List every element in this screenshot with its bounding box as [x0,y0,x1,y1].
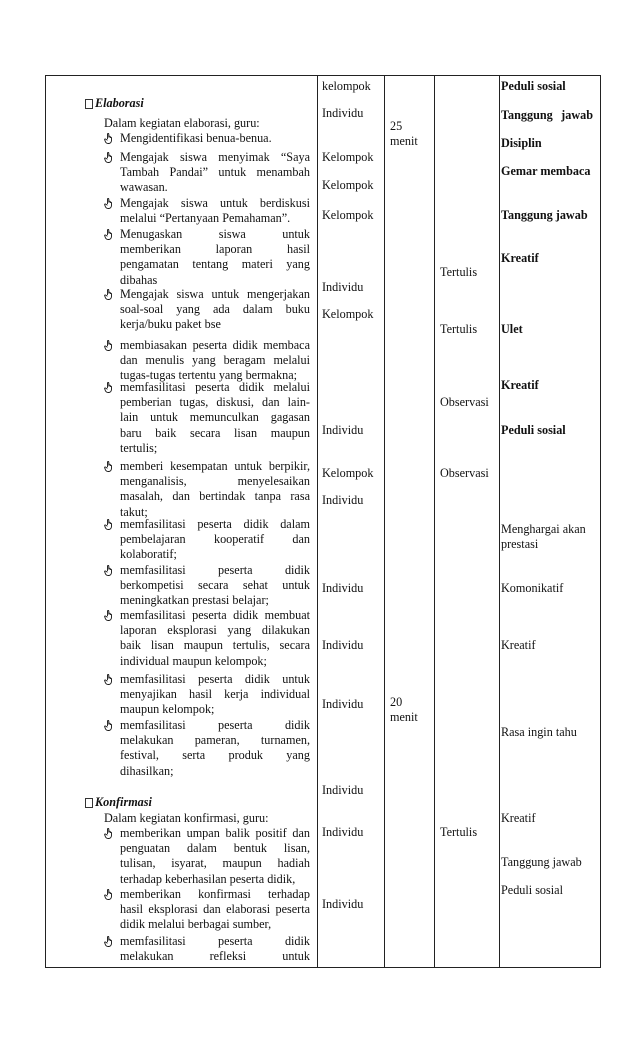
elaborasi-item-line: soal-soal yang ada dalam buku [120,302,310,317]
konfirmasi-item-line: penguatan dalam bentuk lisan, [120,841,310,856]
character-value-cell: prestasi [501,537,539,551]
elaborasi-item-line: menyajikan hasil kerja individual [120,687,310,702]
konfirmasi-item-line: melakukan refleksi untuk [120,949,310,964]
bullet-box-icon [85,99,93,109]
pointing-hand-icon [104,610,113,621]
elaborasi-item-line: baru baik secara lisan maupun [120,425,310,440]
elaborasi-item-line: Mengidentifikasi benua-benua. [120,131,272,145]
pointing-hand-icon [104,229,113,240]
time-unit-2: menit [390,710,418,724]
konfirmasi-item-line: memberikan umpan balik positif dan [120,826,310,840]
elaborasi-heading: Elaborasi [95,96,144,110]
time-unit-1: menit [390,134,418,148]
grouping-cell: Individu [322,280,364,294]
elaborasi-item-line: tertulis; [120,440,158,455]
elaborasi-item-line: takut; [120,504,148,519]
pointing-hand-icon [104,152,113,163]
elaborasi-item-line: memberi kesempatan untuk berpikir, [120,459,310,473]
character-value-cell: Ulet [501,322,523,336]
column-divider [384,76,385,967]
elaborasi-item-line: laporan eksplorasi yang dilakukan [120,623,310,638]
elaborasi-item-line: wawasan. [120,180,168,195]
grouping-cell: Individu [322,581,364,595]
elaborasi-intro: Dalam kegiatan elaborasi, guru: [104,116,260,130]
konfirmasi-item-line: terhadap keberhasilan peserta didik, [120,871,296,886]
elaborasi-item-line: membiasakan peserta didik membaca [120,338,310,352]
elaborasi-item-line: Tambah Pandai” untuk menambah [120,165,310,180]
elaborasi-item-line: pembelajaran kooperatif dan [120,532,310,547]
elaborasi-item-line: pemberian tugas, diskusi, dan lain- [120,395,310,410]
elaborasi-item-line: dan menulis yang beragam melalui [120,353,310,368]
pointing-hand-icon [104,828,113,839]
grouping-cell: Individu [322,825,364,839]
character-value-cell: Peduli sosial [501,79,566,93]
assessment-cell: Observasi [440,395,489,409]
character-value-cell: Komonikatif [501,581,564,595]
elaborasi-item-line: pengamatan tentang materi yang [120,257,310,272]
elaborasi-item-line: melakukan pameran, turnamen, [120,733,310,748]
character-value-cell: Rasa ingin tahu [501,725,577,739]
grouping-cell: Individu [322,106,364,120]
elaborasi-item-line: berkompetisi secara sehat untuk [120,578,310,593]
elaborasi-item-line: dibahas [120,272,158,287]
grouping-cell: Individu [322,638,364,652]
assessment-cell: Observasi [440,466,489,480]
grouping-cell: Individu [322,897,364,911]
grouping-cell: kelompok [322,79,371,93]
elaborasi-item-line: individual maupun kelompok; [120,653,267,668]
character-value-cell: Kreatif [501,378,539,392]
elaborasi-item-line: melalui “Pertanyaan Pemahaman”. [120,211,291,226]
konfirmasi-intro: Dalam kegiatan konfirmasi, guru: [104,811,269,825]
pointing-hand-icon [104,340,113,351]
pointing-hand-icon [104,936,113,947]
time-value-1: 25 [390,119,403,133]
column-divider [434,76,435,967]
pointing-hand-icon [104,565,113,576]
elaborasi-item-line: memfasilitasi peserta didik membuat [120,608,310,622]
konfirmasi-item-line: memfasilitasi peserta didik [120,934,310,948]
elaborasi-item-line: Mengajak siswa untuk berdiskusi [120,196,310,210]
grouping-cell: Kelompok [322,307,374,321]
grouping-cell: Individu [322,697,364,711]
time-value-2: 20 [390,695,403,709]
pointing-hand-icon [104,519,113,530]
grouping-cell: Individu [322,783,364,797]
character-value-cell: Tanggung jawab [501,208,588,222]
character-value-cell: Tanggung jawab [501,855,582,869]
elaborasi-item-line: memfasilitasi peserta didik untuk [120,672,310,686]
bullet-box-icon [85,798,93,808]
assessment-cell: Tertulis [440,322,478,336]
pointing-hand-icon [104,720,113,731]
konfirmasi-item-line: memberikan konfirmasi terhadap [120,887,310,901]
elaborasi-item-line: meningkatkan prestasi belajar; [120,593,269,608]
elaborasi-item-line: maupun kelompok; [120,702,215,717]
elaborasi-item-line: dihasilkan; [120,763,174,778]
elaborasi-item-line: memfasilitasi peserta didik [120,563,310,577]
character-value-cell: Peduli sosial [501,883,563,897]
character-value-cell: Kreatif [501,638,536,652]
pointing-hand-icon [104,133,113,144]
character-value-cell: Peduli sosial [501,423,566,437]
pointing-hand-icon [104,674,113,685]
elaborasi-item-line: memfasilitasi peserta didik [120,718,310,732]
elaborasi-item-line: memfasilitasi peserta didik melalui [120,380,310,394]
pointing-hand-icon [104,198,113,209]
elaborasi-item-line: Mengajak siswa menyimak “Saya [120,150,310,164]
pointing-hand-icon [104,289,113,300]
pointing-hand-icon [104,889,113,900]
pointing-hand-icon [104,461,113,472]
assessment-cell: Tertulis [440,825,478,839]
konfirmasi-item-line: hasil eksplorasi dan elaborasi peserta [120,902,310,917]
pointing-hand-icon [104,382,113,393]
elaborasi-item-line: Mengajak siswa untuk mengerjakan [120,287,310,301]
konfirmasi-item-line: didik melalui berbagai sumber, [120,917,272,932]
character-value-cell: Kreatif [501,811,536,825]
character-value-cell: Tanggung jawab [501,108,593,122]
elaborasi-item-line: Menugaskan siswa untuk [120,227,310,241]
character-value-cell: Kreatif [501,251,539,265]
elaborasi-item-line: kerja/buku paket bse [120,317,221,332]
grouping-cell: Individu [322,493,364,507]
konfirmasi-heading: Konfirmasi [95,795,152,809]
elaborasi-item-line: memfasilitasi peserta didik dalam [120,517,310,531]
column-divider [499,76,500,967]
elaborasi-item-line: festival, serta produk yang [120,748,310,763]
konfirmasi-item-line: tulisan, isyarat, maupun hadiah [120,856,310,871]
elaborasi-item-line: baik lisan maupun tertulis, secara [120,638,310,653]
assessment-cell: Tertulis [440,265,478,279]
grouping-cell: Kelompok [322,150,374,164]
elaborasi-item-line: menganalisis, menyelesaikan [120,474,310,489]
grouping-cell: Kelompok [322,208,374,222]
column-divider [317,76,318,967]
elaborasi-item-line: masalah, dan bertindak tanpa rasa [120,489,310,504]
elaborasi-item-line: memberikan laporan hasil [120,242,310,257]
grouping-cell: Individu [322,423,364,437]
character-value-cell: Gemar membaca [501,164,591,178]
elaborasi-item-line: kolaboratif; [120,547,177,562]
character-value-cell: Menghargai akan [501,522,586,536]
character-value-cell: Disiplin [501,136,542,150]
elaborasi-item-line: lain untuk memunculkan gagasan [120,410,310,425]
grouping-cell: Kelompok [322,178,374,192]
elaborasi-item-line: tugas-tugas tertentu yang bermakna; [120,368,297,383]
grouping-cell: Kelompok [322,466,374,480]
